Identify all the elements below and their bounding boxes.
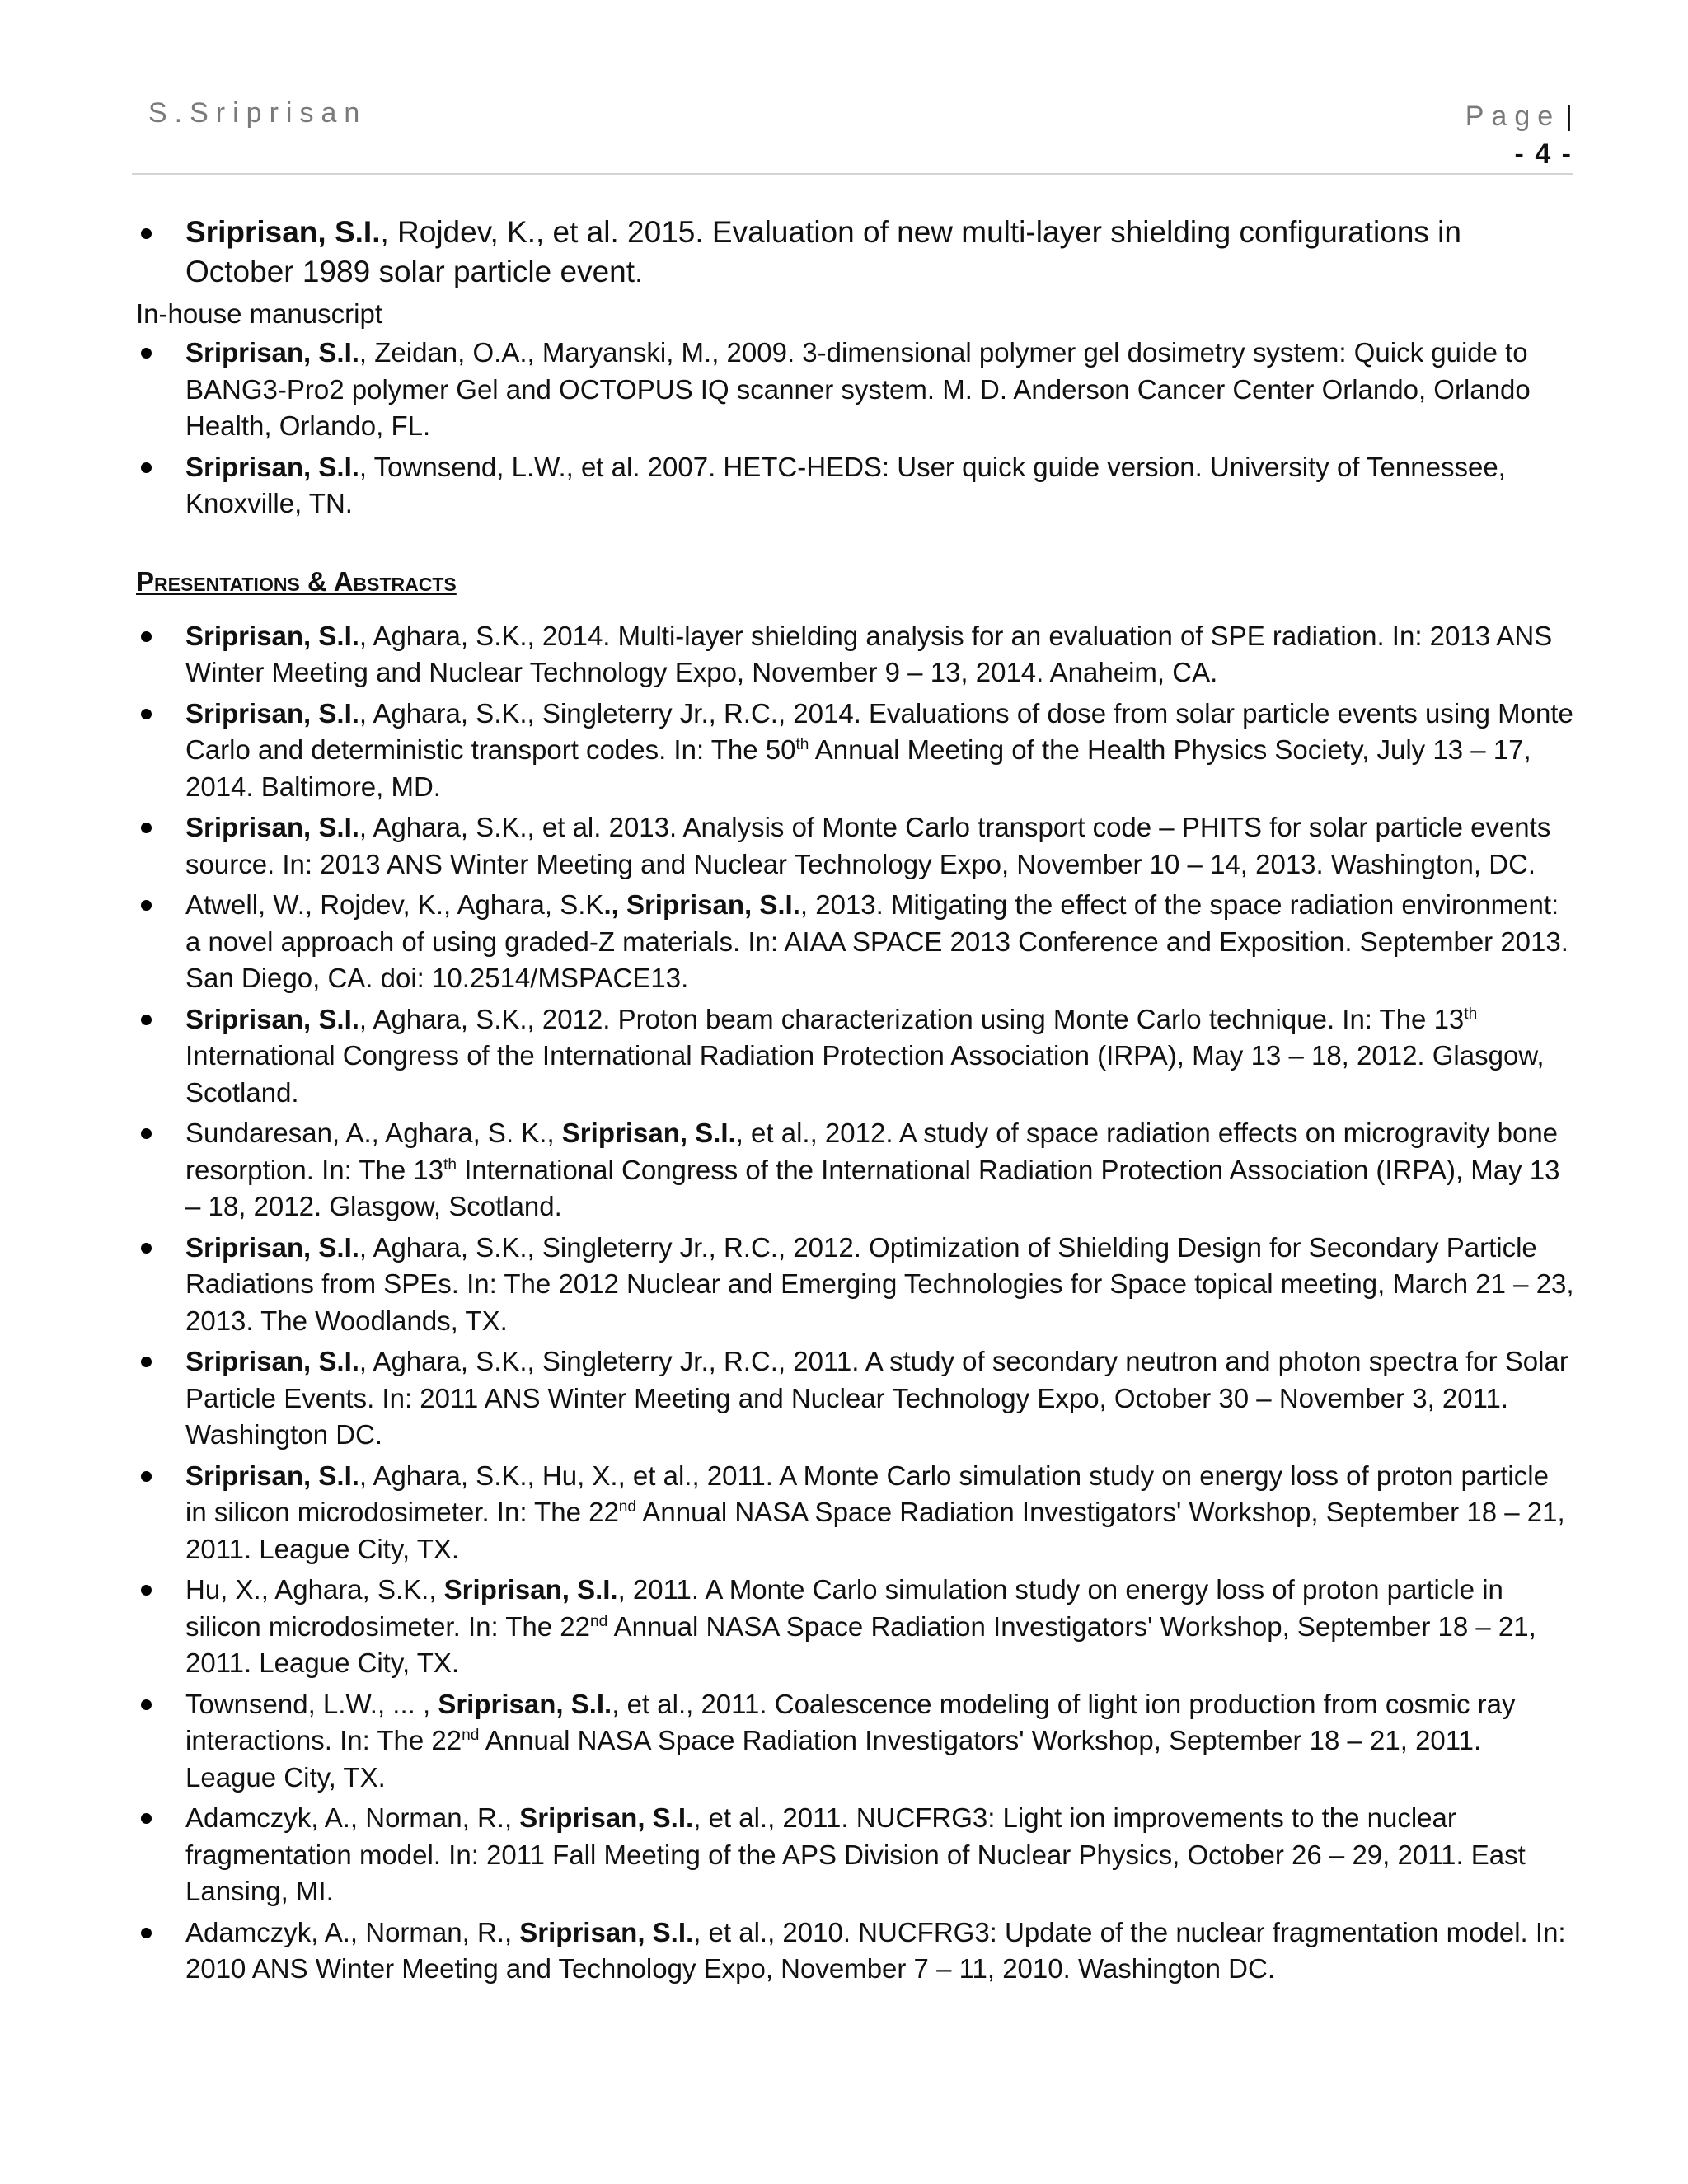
entry-lead: Adamczyk, A., Norman, R., (185, 1802, 520, 1833)
entry-author-highlight: Sriprisan, S.I. (185, 337, 359, 368)
entry-text: , Aghara, S.K., et al. 2013. Analysis of Monte Carlo transport code – PHITS for solar particle events source. In: 2013 ANS Winter Meeting and Nuclear Technology Expo, November 10 – 14, 2013. Washington, DC. (185, 812, 1551, 879)
entry-lead: Sundaresan, A., Aghara, S. K., (185, 1118, 562, 1148)
presentation-item (136, 1686, 1574, 1797)
entry-author-highlight: Sriprisan, S.I. (185, 1003, 359, 1034)
entry-author-highlight: Sriprisan, S.I. (185, 620, 359, 651)
entry-text: , Aghara, S.K., Singleterry Jr., R.C., 2011. A study of secondary neutron and photon spectra for Solar Particle Events. In: 2011 ANS Winter Meeting and Nuclear Technology Expo, October 30 – November 3, 2011. Washington DC. (185, 1346, 1568, 1450)
entry-author-highlight: Sriprisan, S.I. (443, 1574, 618, 1605)
entry-tail: Annual Meeting of the Health Physics Society, July 13 – 17, 2014. Baltimore, MD. (185, 734, 1531, 802)
presentation-item (136, 887, 1574, 997)
entry-author-highlight: Sriprisan, S.I. (519, 1916, 694, 1947)
entry-text: , Zeidan, O.A., Maryanski, M., 2009. 3-dimensional polymer gel dosimetry system: Quick guide to BANG3-Pro2 polymer Gel and OCTOPUS IQ scanner system. M. D. Anderson Cancer Center Orlando, Orlando Health, Orlando, FL. (185, 337, 1531, 441)
presentation-item (136, 1230, 1574, 1340)
entry-tail: International Congress of the International Radiation Protection Association (IRPA), May 13 – 18, 2012. Glasgow, Scotland. (185, 1040, 1545, 1108)
entry-text: , Aghara, S.K., Singleterry Jr., R.C., 2014. Evaluations of dose from solar particle events using Monte Carlo and deterministic transport codes. In: The 50 (185, 697, 1573, 765)
presentation-item (136, 1001, 1574, 1112)
header-divider (132, 173, 1573, 175)
entry-ordinal-suffix: nd (618, 1498, 637, 1516)
entry-tail: International Congress of the International Radiation Protection Association (IRPA), May 13 – 18, 2012. Glasgow, Scotland. (185, 1154, 1560, 1221)
inhouse-item (136, 335, 1574, 445)
entry-ordinal-suffix: th (443, 1155, 457, 1174)
section-heading-presentations: Presentations & Abstracts (136, 565, 457, 597)
entry-author-highlight: Sriprisan, S.I. (185, 451, 359, 482)
entry-text: , et al., 2010. NUCFRG3: Update of the nuclear fragmentation model. In: 2010 ANS Winter Meeting and Technology Expo, November 7 – 11, 2010. Washington DC. (185, 1916, 1566, 1984)
presentation-item (136, 1800, 1574, 1910)
header-author-name: S.Sriprisan (148, 97, 368, 129)
entry-author-highlight: Sriprisan, S.I. (185, 1231, 359, 1263)
entry-ordinal-suffix: th (795, 736, 809, 753)
presentation-item (136, 696, 1574, 806)
inhouse-manuscript-label: In-house manuscript (136, 298, 382, 329)
page-number: - 4 - (1514, 138, 1573, 170)
publication-item (136, 213, 1574, 292)
header-page-indicator (1465, 97, 1573, 173)
presentations-list (136, 618, 1574, 1988)
entry-text: , et al., 2011. NUCFRG3: Light ion improvements to the nuclear fragmentation model. In: 2011 Fall Meeting of the APS Division of Nuclear Physics, October 26 – 29, 2011. East Lansing, MI. (185, 1802, 1526, 1906)
entry-text: , Townsend, L.W., et al. 2007. HETC-HEDS: User quick guide version. University of Tennessee, Knoxville, TN. (185, 451, 1506, 518)
entry-author-highlight: Sriprisan, S.I. (561, 1118, 736, 1148)
entry-ordinal-suffix: nd (589, 1612, 608, 1630)
presentation-item (136, 1572, 1574, 1682)
entry-tail: Annual NASA Space Radiation Investigators' Workshop, September 18 – 21, 2011. League City, TX. (185, 1497, 1565, 1564)
presentation-item (136, 1915, 1574, 1988)
entry-text: , Aghara, S.K., 2012. Proton beam characterization using Monte Carlo technique. In: The 13 (359, 1003, 1465, 1034)
entry-author-highlight: ., Sriprisan, S.I. (603, 889, 800, 920)
entry-text: , et al., 2012. A study of space radiation effects on microgravity bone resorption. In: The 13 (185, 1118, 1559, 1185)
entry-text: , Rojdev, K., et al. 2015. (380, 215, 704, 249)
entry-title: Evaluation of new multi-layer shielding configurations in October 1989 solar particle event. (185, 215, 1461, 288)
entry-lead: Townsend, L.W., ... , (185, 1688, 438, 1719)
entry-lead: Adamczyk, A., Norman, R., (185, 1916, 520, 1947)
entry-text: , et al., 2011. Coalescence modeling of light ion production from cosmic ray interactions. In: The 22 (185, 1688, 1516, 1755)
document-body (136, 213, 1574, 1992)
inhouse-list (136, 335, 1574, 523)
presentation-item (136, 1343, 1574, 1454)
entry-tail: Annual NASA Space Radiation Investigators' Workshop, September 18 – 21, 2011. League City, TX. (185, 1725, 1482, 1793)
entry-lead: Atwell, W., Rojdev, K., Aghara, S.K (185, 889, 604, 920)
presentation-item (136, 809, 1574, 883)
entry-ordinal-suffix: th (1464, 1005, 1478, 1023)
presentation-item (136, 1458, 1574, 1568)
presentation-item (136, 618, 1574, 691)
entry-tail: Annual NASA Space Radiation Investigators' Workshop, September 18 – 21, 2011. League City, TX. (185, 1610, 1536, 1678)
entry-author-highlight: Sriprisan, S.I. (185, 697, 359, 729)
entry-ordinal-suffix: nd (462, 1727, 480, 1744)
entry-text: , 2011. A Monte Carlo simulation study on energy loss of proton particle in silicon microdosimeter. In: The 22 (185, 1574, 1503, 1642)
page-label: Page (1465, 101, 1561, 132)
inhouse-item (136, 449, 1574, 523)
entry-lead: Hu, X., Aghara, S.K., (185, 1574, 444, 1605)
entry-text: , 2013. Mitigating the effect of the space radiation environment: a novel approach of using graded-Z materials. In: AIAA SPACE 2013 Conference and Exposition. September 2013. San Diego, CA. doi: 10.2514/MSPACE13. (185, 889, 1568, 993)
entry-author-highlight: Sriprisan, S.I. (185, 1346, 359, 1376)
entry-text: , Aghara, S.K., 2014. Multi-layer shielding analysis for an evaluation of SPE radiation. In: 2013 ANS Winter Meeting and Nuclear Technology Expo, November 9 – 13, 2014. Anaheim, CA. (185, 620, 1553, 687)
entry-text: , Aghara, S.K., Hu, X., et al., 2011. A Monte Carlo simulation study on energy loss of proton particle in silicon microdosimeter. In: The 22 (185, 1460, 1549, 1527)
entry-author-highlight: Sriprisan, S.I. (185, 1460, 359, 1491)
page-separator: | (1565, 101, 1573, 132)
entry-author-highlight: Sriprisan, S.I. (185, 215, 381, 249)
entry-author-highlight: Sriprisan, S.I. (519, 1802, 694, 1833)
presentation-item (136, 1115, 1574, 1226)
entry-author-highlight: Sriprisan, S.I. (438, 1688, 612, 1719)
entry-author-highlight: Sriprisan, S.I. (185, 812, 359, 842)
publication-list-top (136, 213, 1574, 292)
entry-text: , Aghara, S.K., Singleterry Jr., R.C., 2012. Optimization of Shielding Design for Secondary Particle Radiations from SPEs. In: The 2012 Nuclear and Emerging Technologies for Space topical meeting, March 21 – 23, 2013. The Woodlands, TX. (185, 1231, 1574, 1336)
